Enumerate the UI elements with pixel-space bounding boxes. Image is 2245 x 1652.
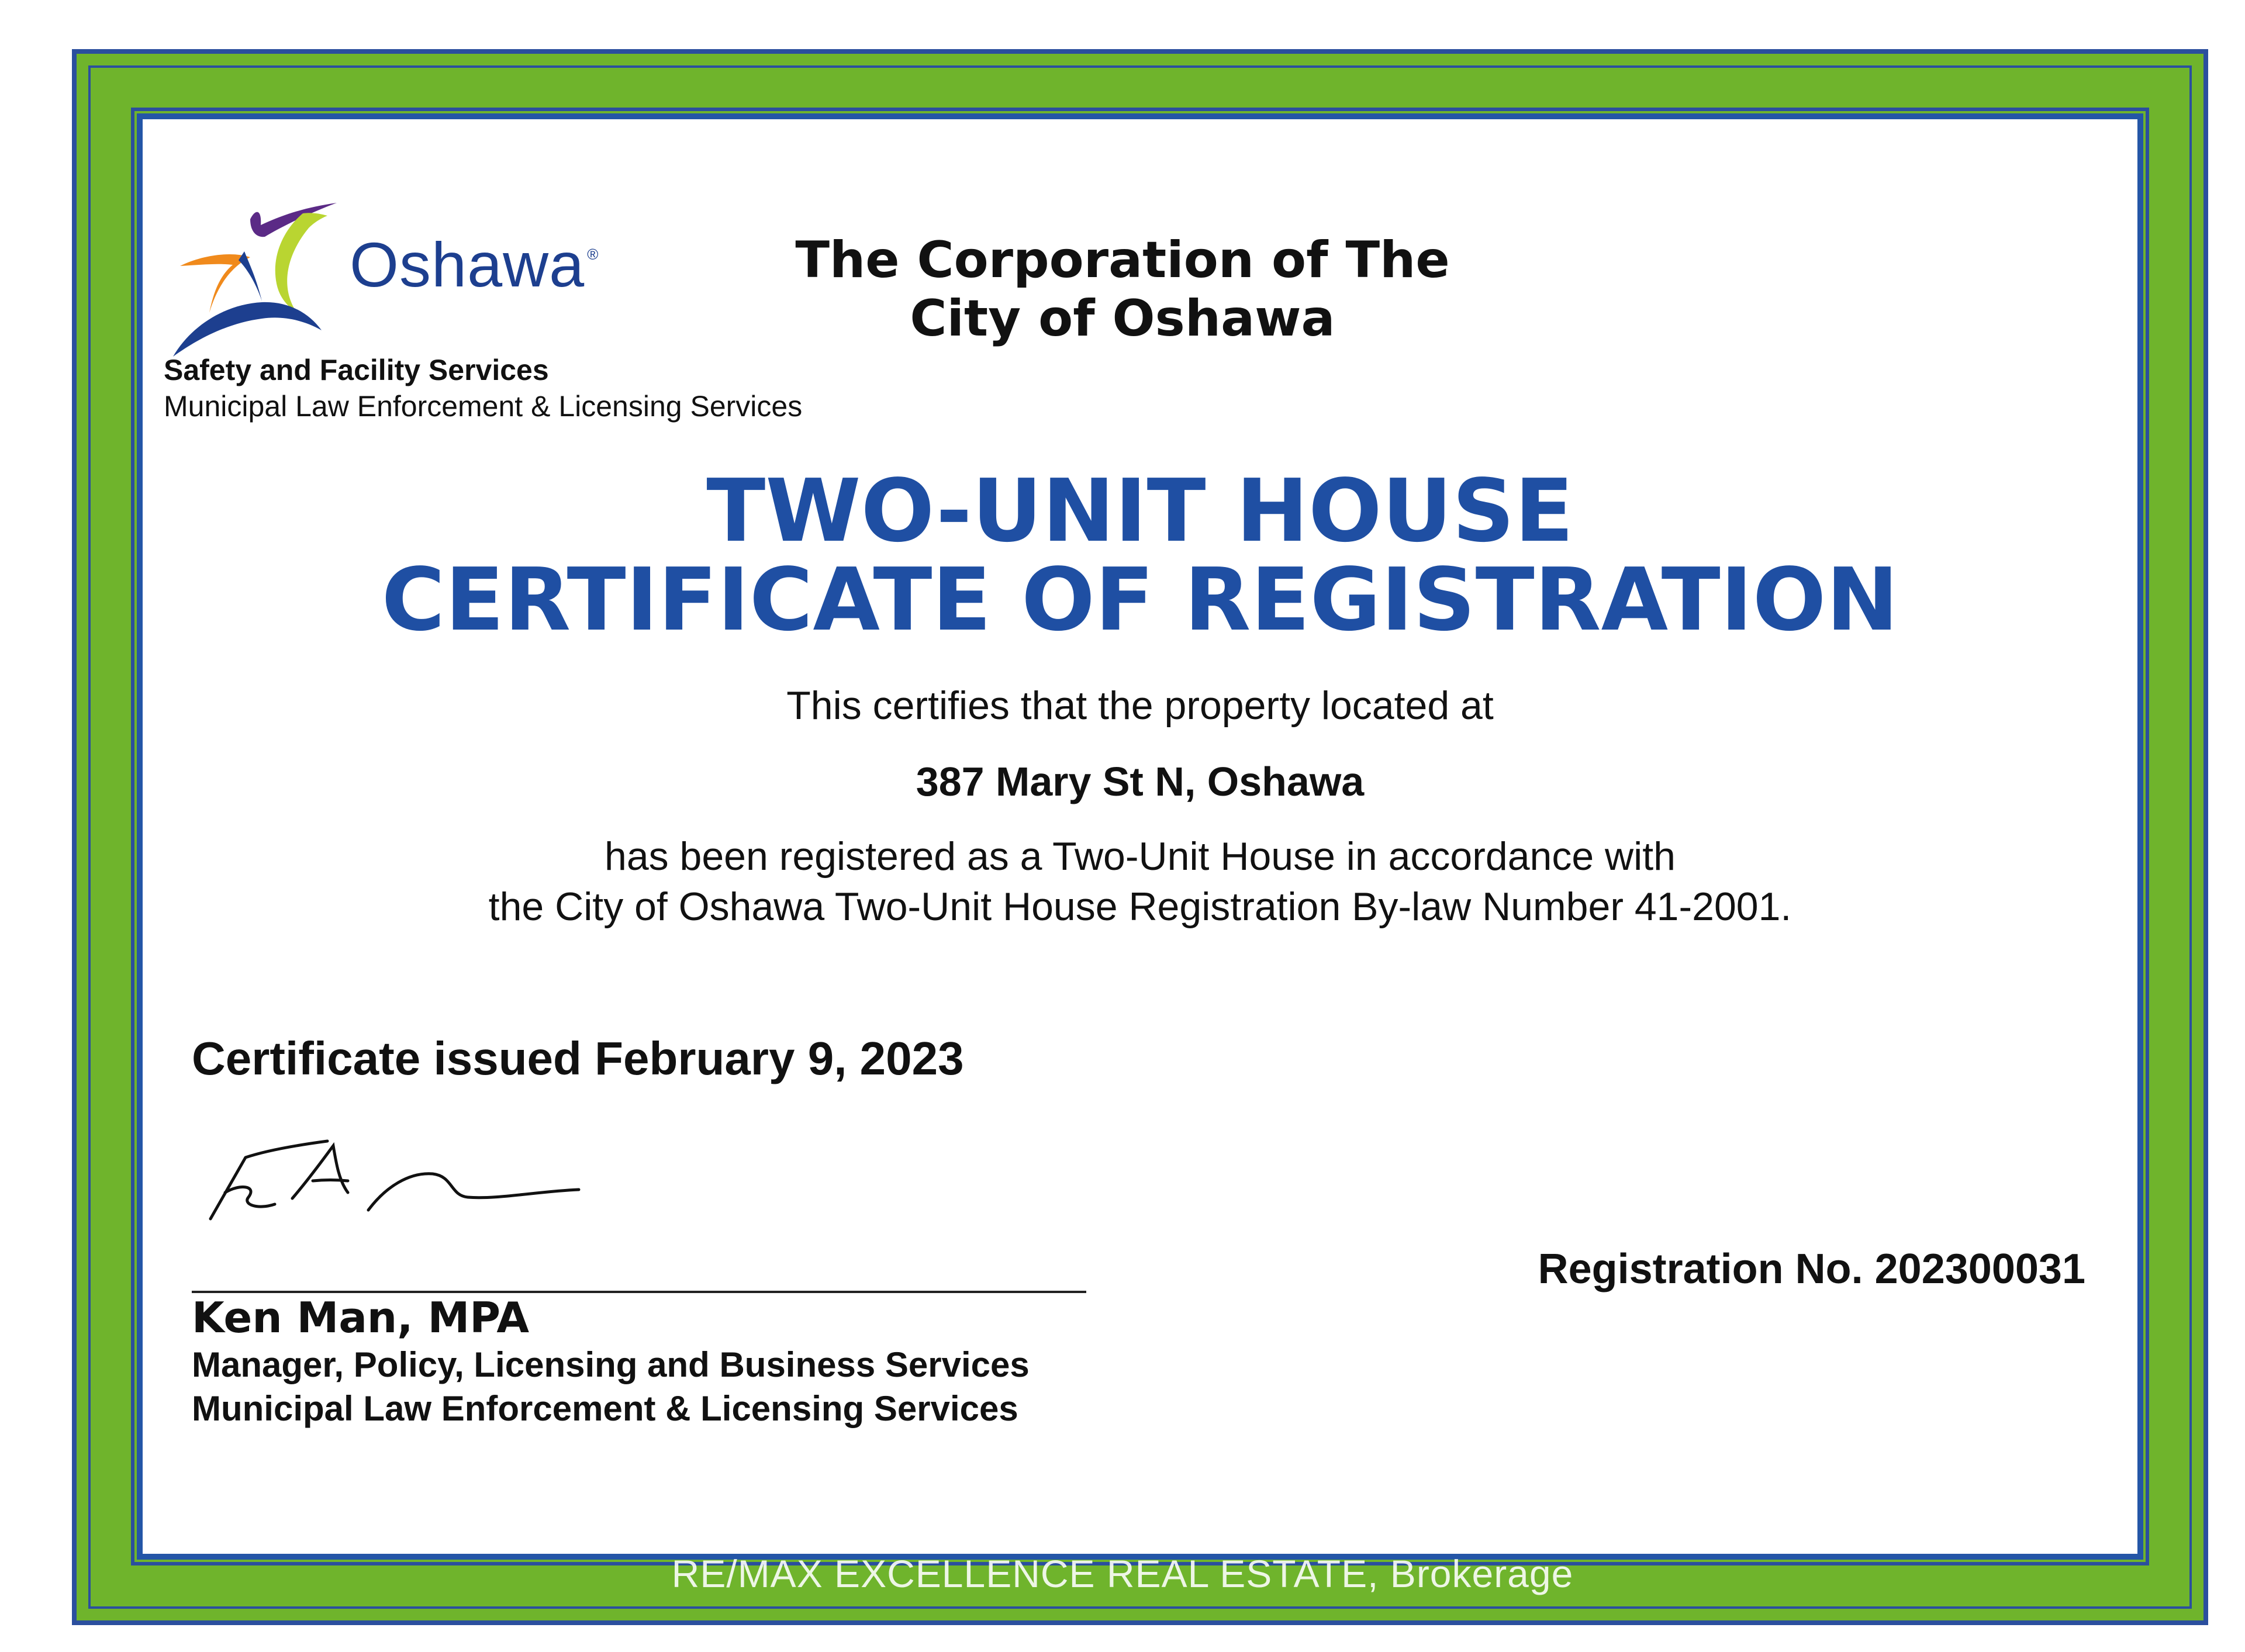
brokerage-watermark: RE/MAX EXCELLENCE REAL ESTATE, Brokerage — [671, 1552, 1574, 1595]
signer-title-2: Municipal Law Enforcement & Licensing Services — [192, 1389, 1018, 1428]
logo-wordmark — [350, 228, 599, 301]
registration-number: Registration No. 202300031 — [1538, 1246, 2085, 1292]
oshawa-logo-icon — [168, 196, 355, 360]
statement-line-2: the City of Oshawa Two-Unit House Registration By-law Number 41-2001. — [488, 884, 1792, 929]
corporation-line-1: The Corporation of The — [795, 231, 1450, 289]
issue-date: Certificate issued February 9, 2023 — [192, 1032, 964, 1084]
signature-icon — [193, 1122, 602, 1228]
corporation-heading — [713, 231, 1532, 348]
corporation-line-2: City of Oshawa — [910, 289, 1335, 348]
signer-title-1: Manager, Policy, Licensing and Business Services — [192, 1345, 1030, 1384]
title-line-1: TWO-UNIT HOUSE — [706, 461, 1574, 561]
logo-wordmark-text: Oshawa — [350, 229, 585, 300]
statement-line-1: has been registered as a Two-Unit House in accordance with — [605, 834, 1676, 879]
department-subtitle: Municipal Law Enforcement & Licensing Services — [164, 390, 803, 423]
property-address: 387 Mary St N, Oshawa — [916, 759, 1365, 804]
certificate-title — [175, 461, 2105, 650]
signer-name: Ken Man, MPA — [192, 1293, 530, 1342]
intro-text: This certifies that the property located at — [786, 683, 1494, 728]
registered-mark: ® — [587, 246, 599, 263]
title-line-2: CERTIFICATE OF REGISTRATION — [381, 549, 1899, 650]
department-title: Safety and Facility Services — [164, 354, 549, 386]
